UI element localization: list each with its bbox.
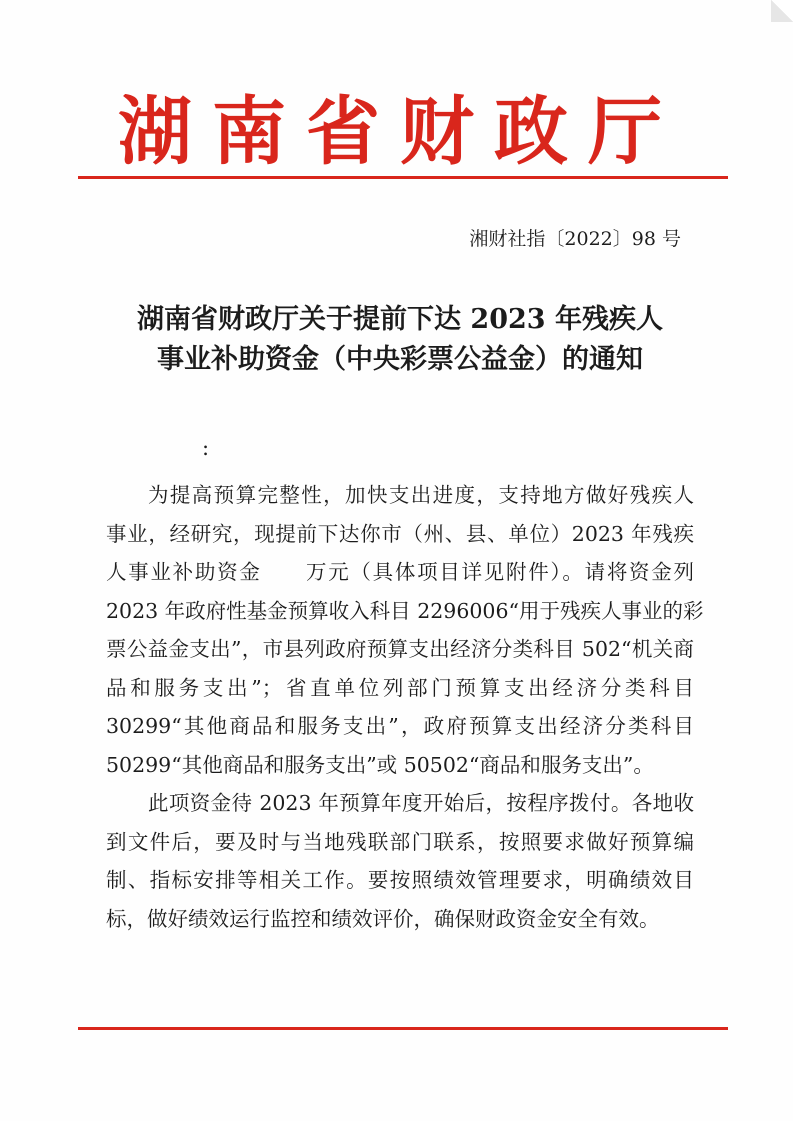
red-divider-bottom — [78, 1027, 728, 1030]
body-line: 为提高预算完整性，加快支出进度，支持地方做好残疾人 — [148, 483, 694, 507]
red-divider-top — [78, 176, 728, 179]
body-line: 制、指标安排等相关工作。要按照绩效管理要求，明确绩效目 — [106, 868, 694, 892]
body-line: 到文件后，要及时与当地残联部门联系，按照要求做好预算编 — [106, 829, 694, 854]
body-line: 50299“其他商品和服务支出”或 50502“商品和服务支出”。 — [106, 752, 654, 777]
notice-title-line: 湖南省财政厅关于提前下达 2023 年残疾人 — [137, 304, 663, 335]
body-line: 人事业补助资金 万元（具体项目详见附件）。请将资金列 — [106, 560, 694, 584]
recipient-line: : — [202, 436, 210, 460]
body-line: 事业，经研究，现提前下达你市（州、县、单位）2023 年残疾 — [106, 521, 694, 546]
notice-title — [80, 300, 720, 380]
document-number: 湘财社指〔2022〕98 号 — [469, 228, 681, 250]
body-line: 标，做好绩效运行监控和绩效评价，确保财政资金安全有效。 — [106, 906, 660, 931]
body-line: 2023 年政府性基金预算收入科目 2296006“用于残疾人事业的彩 — [106, 598, 704, 623]
issuer-header: 湖南省财政厅 — [118, 89, 682, 175]
body-line: 品和服务支出”；省直单位列部门预算支出经济分类科目 — [106, 675, 694, 700]
body-text — [106, 476, 704, 938]
page-corner-fold — [771, 0, 793, 22]
body-line: 30299“其他商品和服务支出”，政府预算支出经济分类科目 — [106, 714, 694, 738]
notice-title-line: 事业补助资金（中央彩票公益金）的通知 — [157, 344, 643, 375]
body-line: 票公益金支出”，市县列政府预算支出经济分类科目 502“机关商 — [106, 637, 694, 661]
body-line: 此项资金待 2023 年预算年度开始后，按程序拨付。各地收 — [148, 791, 694, 815]
